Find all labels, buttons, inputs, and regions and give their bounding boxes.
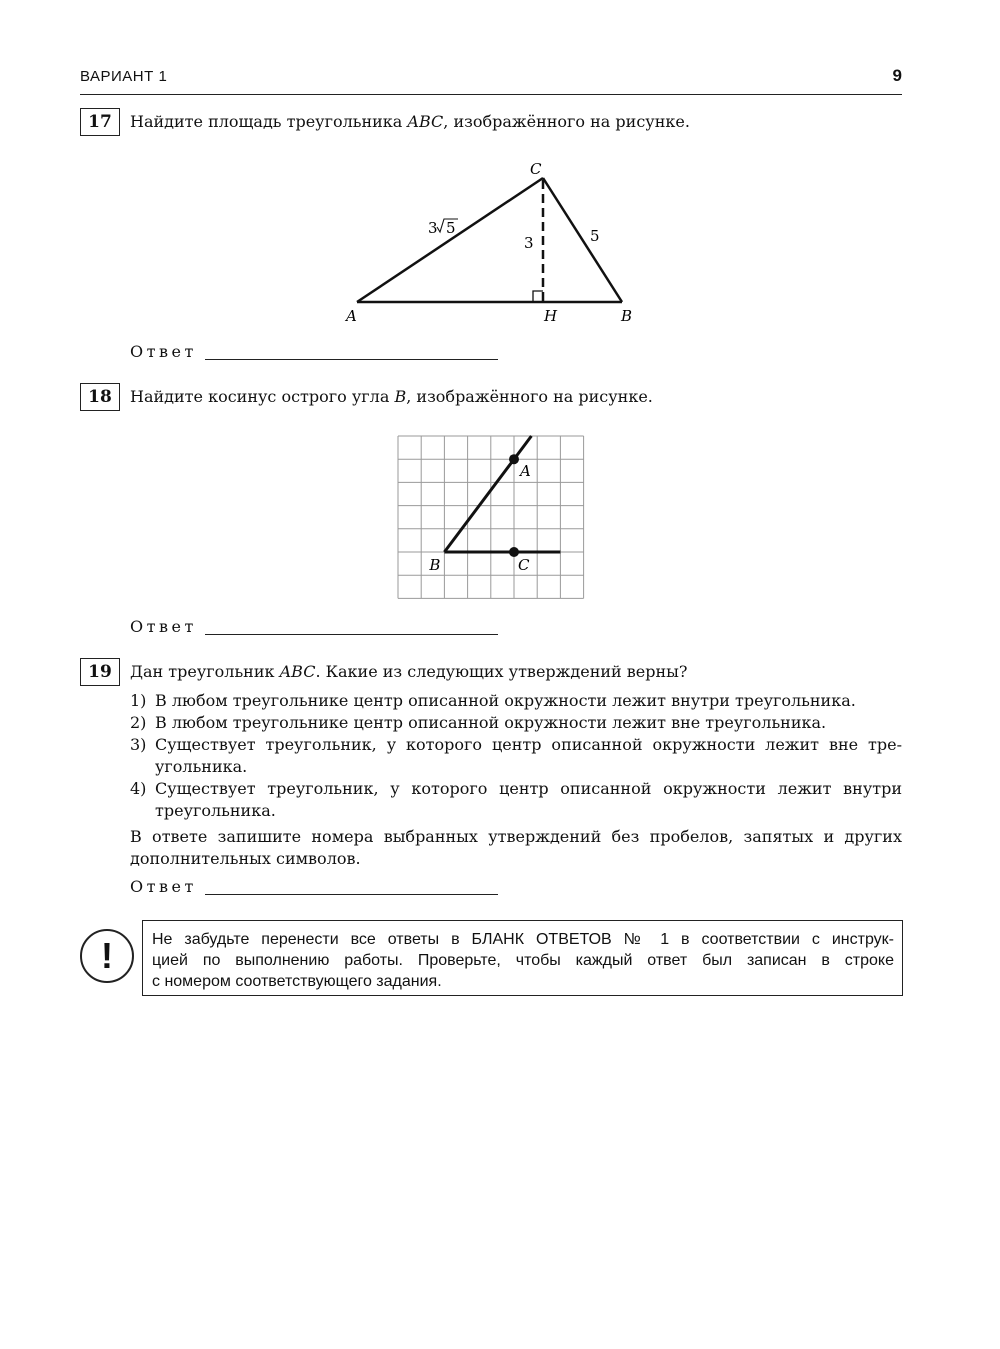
task-19-text: Дан треугольник ABC. Какие из следующих утверждений верны? [130,662,688,681]
task-19-answer-field[interactable] [205,893,498,895]
side-ac-coef: 3 [428,219,438,237]
label-h: H [544,307,558,325]
option-4: 4) Существует треугольник, у которого центр описанной окружности лежит внутри треугольника. [130,779,902,820]
label-c: C [530,160,542,178]
variant-title: ВАРИАНТ 1 [80,68,168,85]
task-17-text: Найдите площадь треугольника ABC, изображённого на рисунке. [130,112,690,131]
task-19-number: 19 [80,658,120,686]
task-18-answer-field[interactable] [205,633,498,635]
option-1: 1) В любом треугольнике центр описанной окружности лежит внутри треугольника. [130,691,856,710]
task-18-grid-figure [395,433,587,601]
grid-lines [398,436,584,598]
task-18-text: Найдите косинус острого угла B, изображённого на рисунке. [130,387,653,406]
task-18-answer-label: Ответ [130,617,197,636]
task-18-number: 18 [80,383,120,411]
side-cb [543,178,622,302]
page-number: 9 [892,66,902,85]
ray-ba [444,436,531,552]
label-b: B [429,556,441,574]
task-17-number: 17 [80,108,120,136]
reminder-box: Не забудьте перенести все ответы в БЛАНК ОТВЕТОВ № 1 в соответствии с инструк- цией по выполнению работы. Проверьте, чтобы каждый ответ был записан в строке с номером соответствующего задания. [142,920,903,996]
point-a [509,454,519,464]
option-2: 2) В любом треугольнике центр описанной окружности лежит вне треугольника. [130,713,827,732]
task-19-answer-label: Ответ [130,877,197,896]
task-19-instruction: В ответе запишите номера выбранных утверждений без пробелов, запятых и других дополнительных символов. [130,827,902,868]
right-angle-mark [533,291,543,302]
side-ac [357,178,543,302]
exclamation-icon: ! [80,929,134,983]
side-cb-length: 5 [590,227,600,245]
height-length: 3 [524,234,534,252]
task-17-triangle-figure [340,155,640,330]
option-3: 3) Существует треугольник, у которого центр описанной окружности лежит вне тре- угольника. [130,735,902,776]
side-ac-radicand: 5 [446,219,456,237]
label-c: C [518,556,530,574]
label-a: A [520,462,531,481]
page-header [80,64,902,95]
label-b: B [621,307,633,325]
task-17-answer-field[interactable] [205,358,498,360]
task-17-answer-label: Ответ [130,342,197,361]
label-a: A [346,307,357,325]
